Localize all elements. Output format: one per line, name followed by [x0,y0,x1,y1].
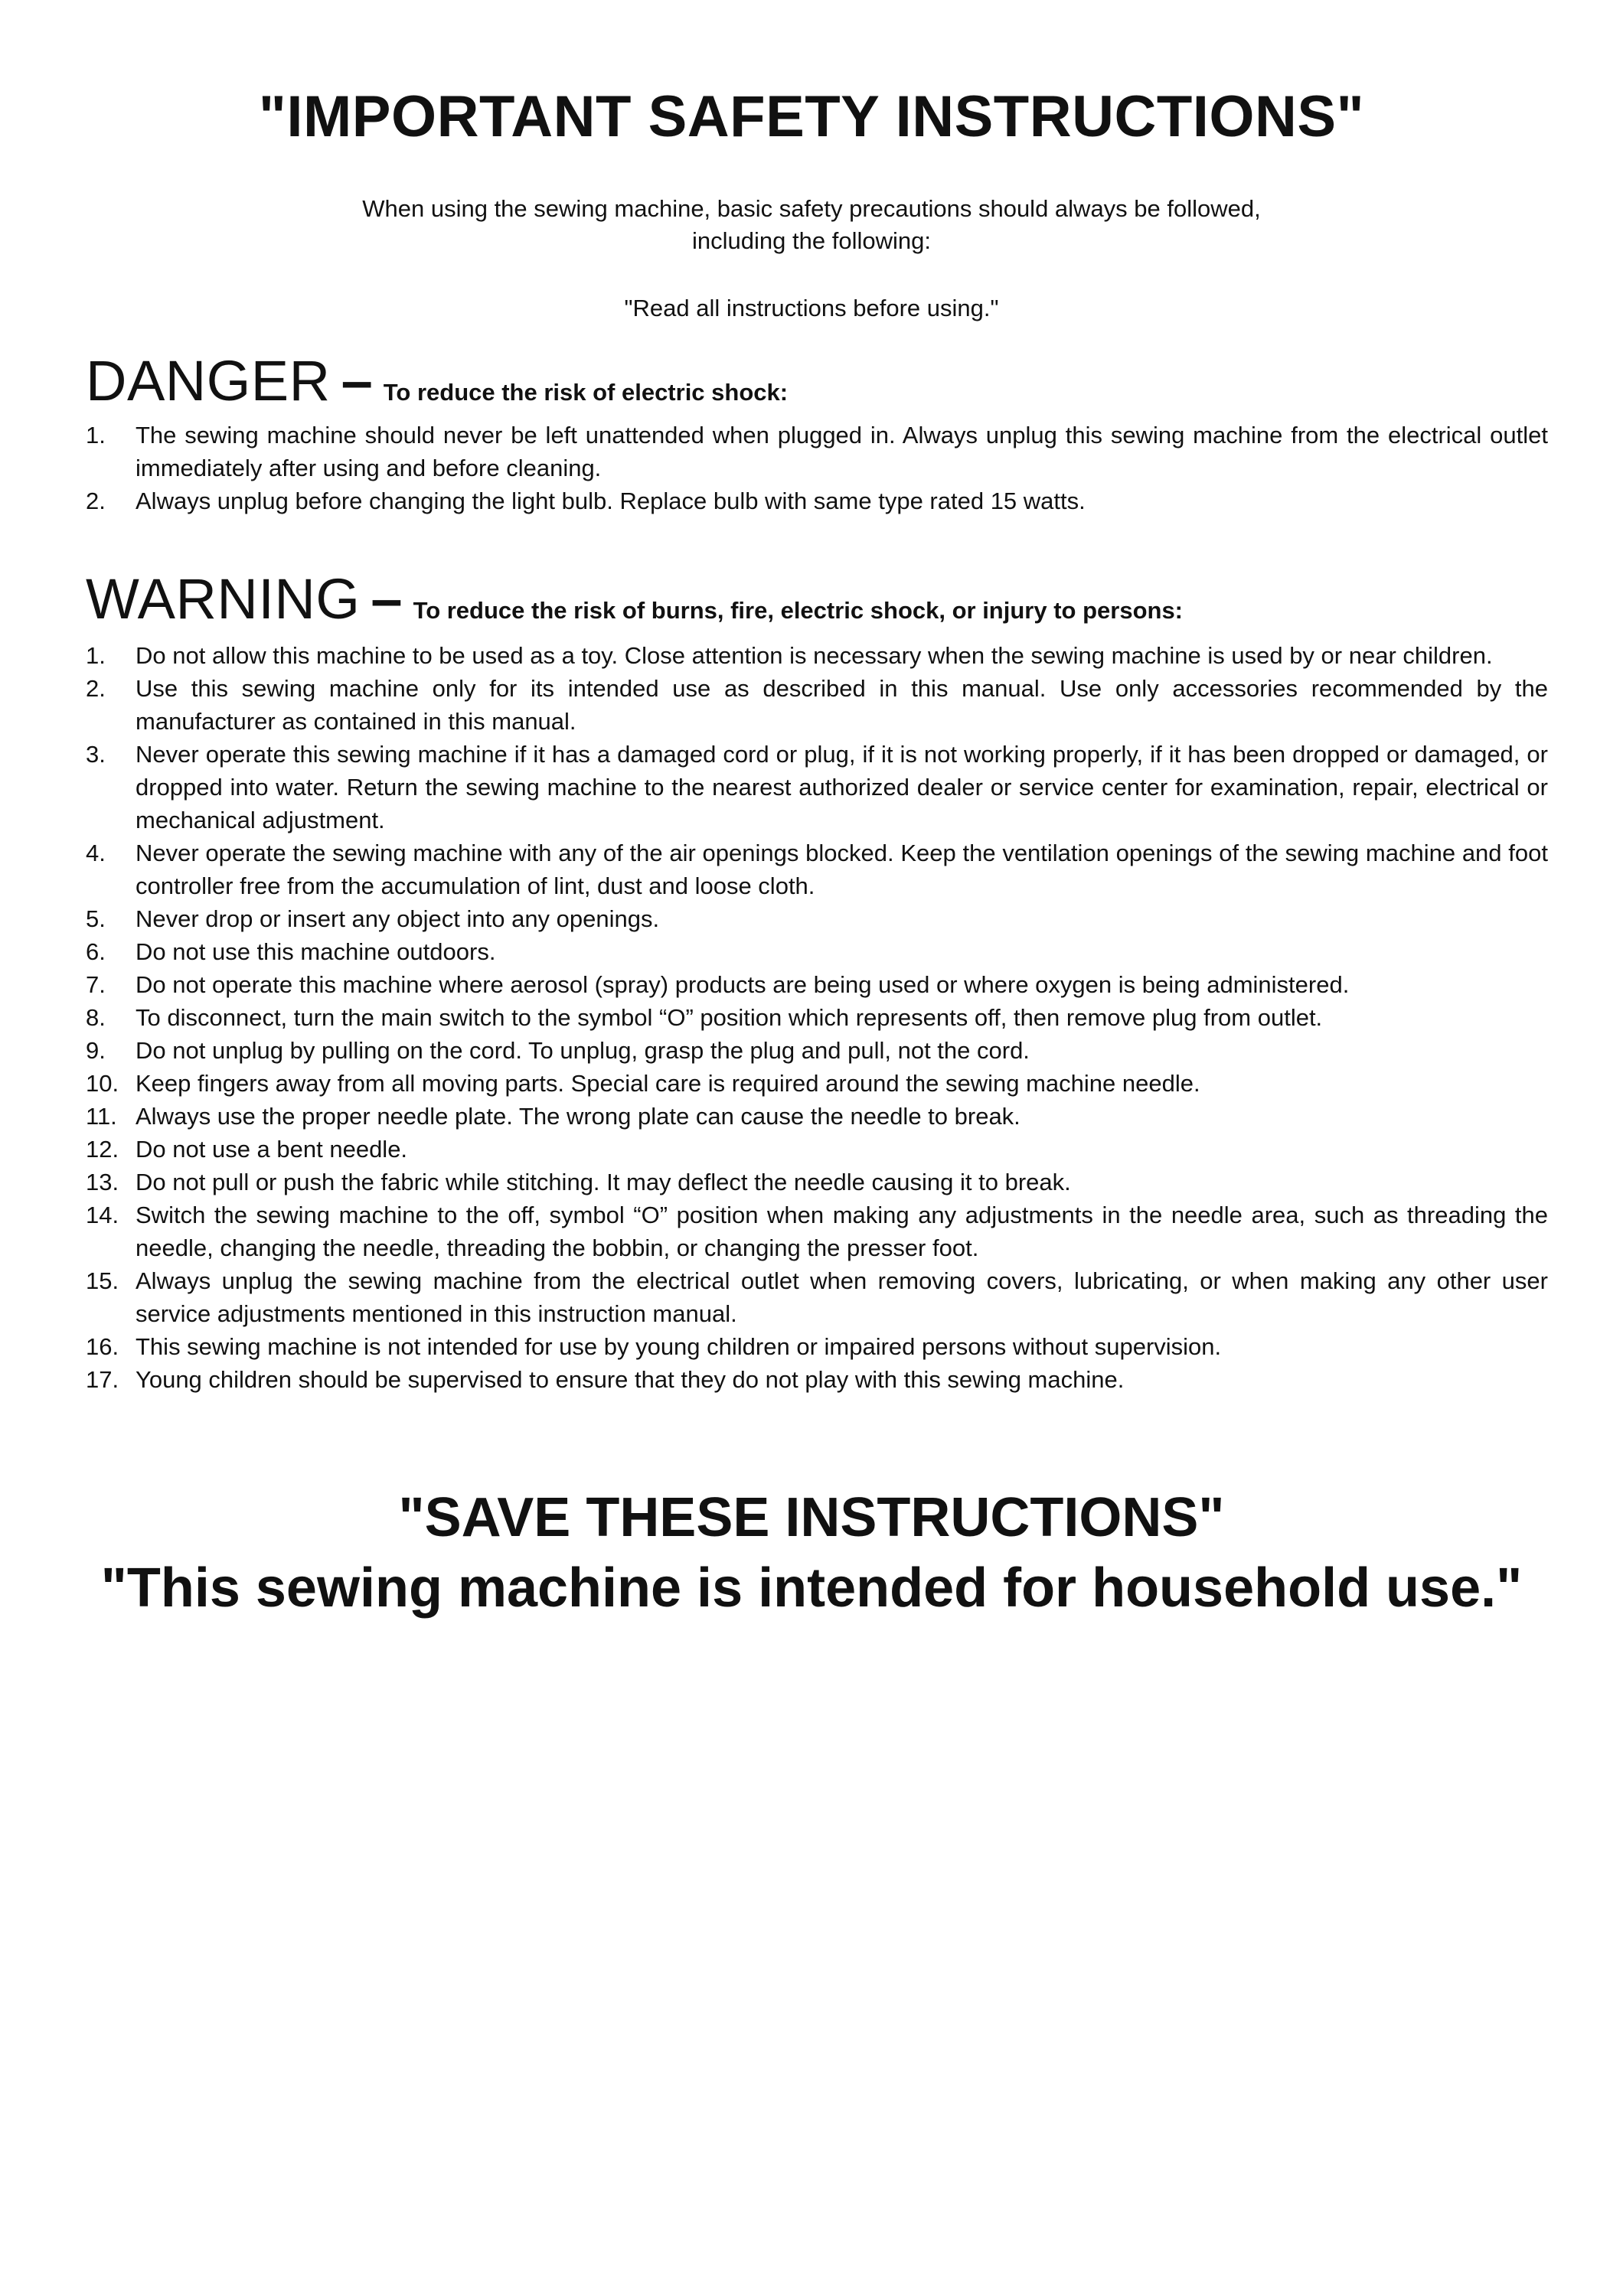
danger-heading [86,348,788,413]
danger-item-number: 2. [86,488,106,514]
intro-line: When using the sewing machine, basic safety precautions should always be followed, [362,195,1261,222]
warning-list-item [86,968,1548,1001]
warning-item-text: Do not unplug by pulling on the cord. To unplug, grasp the plug and pull, not the cord. [136,1037,1030,1064]
warning-item-number: 2. [86,675,106,702]
warning-item-text: Never operate the sewing machine with any of the air openings blocked. Keep the ventilation openings of the sewing machine and foot controller free from the accumulation of lint, dust and loose cloth. [136,840,1548,899]
warning-list-item [86,935,1548,968]
warning-list-item [86,1034,1548,1067]
intro-paragraph [0,193,1623,257]
warning-list-item [86,1067,1548,1100]
danger-dash: – [341,349,373,413]
warning-list-item [86,1133,1548,1166]
danger-list [86,419,1548,517]
warning-list-item [86,1001,1548,1034]
warning-item-text: Do not pull or push the fabric while stitching. It may deflect the needle causing it to break. [136,1169,1071,1195]
warning-item-text: Always use the proper needle plate. The wrong plate can cause the needle to break. [136,1103,1020,1130]
warning-item-text: Always unplug the sewing machine from the electrical outlet when removing covers, lubricating, or when making any other user service adjustments mentioned in this instruction manual. [136,1267,1548,1327]
warning-subheading: To reduce the risk of burns, fire, electric shock, or injury to persons: [413,597,1184,624]
warning-item-number: 9. [86,1037,106,1064]
warning-list-item [86,902,1548,935]
danger-list-item [86,484,1548,517]
warning-item-text: This sewing machine is not intended for use by young children or impaired persons without supervision. [136,1333,1222,1360]
warning-item-text: Do not operate this machine where aerosol (spray) products are being used or where oxygen is being administered. [136,971,1350,998]
warning-item-number: 17. [86,1366,119,1393]
page-title: "IMPORTANT SAFETY INSTRUCTIONS" [258,84,1365,149]
warning-list-item [86,837,1548,902]
warning-dash: – [371,567,403,631]
warning-item-text: Never drop or insert any object into any openings. [136,905,660,932]
save-instructions-title: "SAVE THESE INSTRUCTIONS" [398,1487,1225,1548]
warning-item-text: Never operate this sewing machine if it has a damaged cord or plug, if it is not working properly, if it has been dropped or damaged, or dropped into water. Return the sewing machine to the nearest authorized dealer or service center for examination, repair, electrical or mechanical adjustment. [136,741,1548,833]
danger-list-item [86,419,1548,484]
warning-item-number: 10. [86,1070,119,1097]
warning-item-number: 1. [86,642,106,669]
warning-list [86,639,1548,1396]
warning-item-number: 16. [86,1333,119,1360]
warning-list-item [86,738,1548,837]
warning-heading [86,566,1183,631]
warning-list-item [86,1100,1548,1133]
household-use-title: "This sewing machine is intended for household use." [100,1557,1523,1619]
warning-item-number: 3. [86,741,106,768]
warning-item-number: 13. [86,1169,119,1195]
warning-item-number: 4. [86,840,106,866]
warning-list-item [86,1199,1548,1264]
warning-item-text: Young children should be supervised to ensure that they do not play with this sewing machine. [136,1366,1125,1393]
warning-list-item [86,639,1548,672]
warning-list-item [86,672,1548,738]
warning-list-item [86,1264,1548,1330]
danger-item-text: The sewing machine should never be left unattended when plugged in. Always unplug this sewing machine from the electrical outlet immediately after using and before cleaning. [136,422,1548,481]
danger-subheading: To reduce the risk of electric shock: [383,379,789,406]
danger-item-number: 1. [86,422,106,448]
danger-label: DANGER [86,349,331,413]
warning-list-item [86,1363,1548,1396]
warning-item-text: To disconnect, turn the main switch to the symbol “O” position which represents off, then remove plug from outlet. [136,1004,1323,1031]
warning-item-number: 12. [86,1136,119,1163]
warning-item-text: Switch the sewing machine to the off, symbol “O” position when making any adjustments in the needle area, such as threading the needle, changing the needle, threading the bobbin, or changing the presser foot. [136,1202,1548,1261]
warning-item-number: 7. [86,971,106,998]
warning-item-number: 5. [86,905,106,932]
warning-item-text: Do not use this machine outdoors. [136,938,496,965]
warning-item-text: Use this sewing machine only for its intended use as described in this manual. Use only accessories recommended by the manufacturer as contained in this manual. [136,675,1548,735]
warning-item-text: Do not use a bent needle. [136,1136,408,1163]
intro-line: including the following: [692,227,931,254]
warning-label: WARNING [86,567,361,631]
warning-list-item [86,1166,1548,1199]
warning-item-number: 14. [86,1202,119,1228]
warning-item-number: 6. [86,938,106,965]
warning-item-number: 15. [86,1267,119,1294]
warning-item-text: Keep fingers away from all moving parts. Special care is required around the sewing machine needle. [136,1070,1200,1097]
warning-item-number: 11. [86,1103,117,1130]
warning-item-number: 8. [86,1004,106,1031]
danger-item-text: Always unplug before changing the light bulb. Replace bulb with same type rated 15 watts. [136,488,1086,514]
warning-list-item [86,1330,1548,1363]
warning-item-text: Do not allow this machine to be used as a toy. Close attention is necessary when the sewing machine is used by or near children. [136,642,1493,669]
read-all-note: "Read all instructions before using." [624,295,999,321]
